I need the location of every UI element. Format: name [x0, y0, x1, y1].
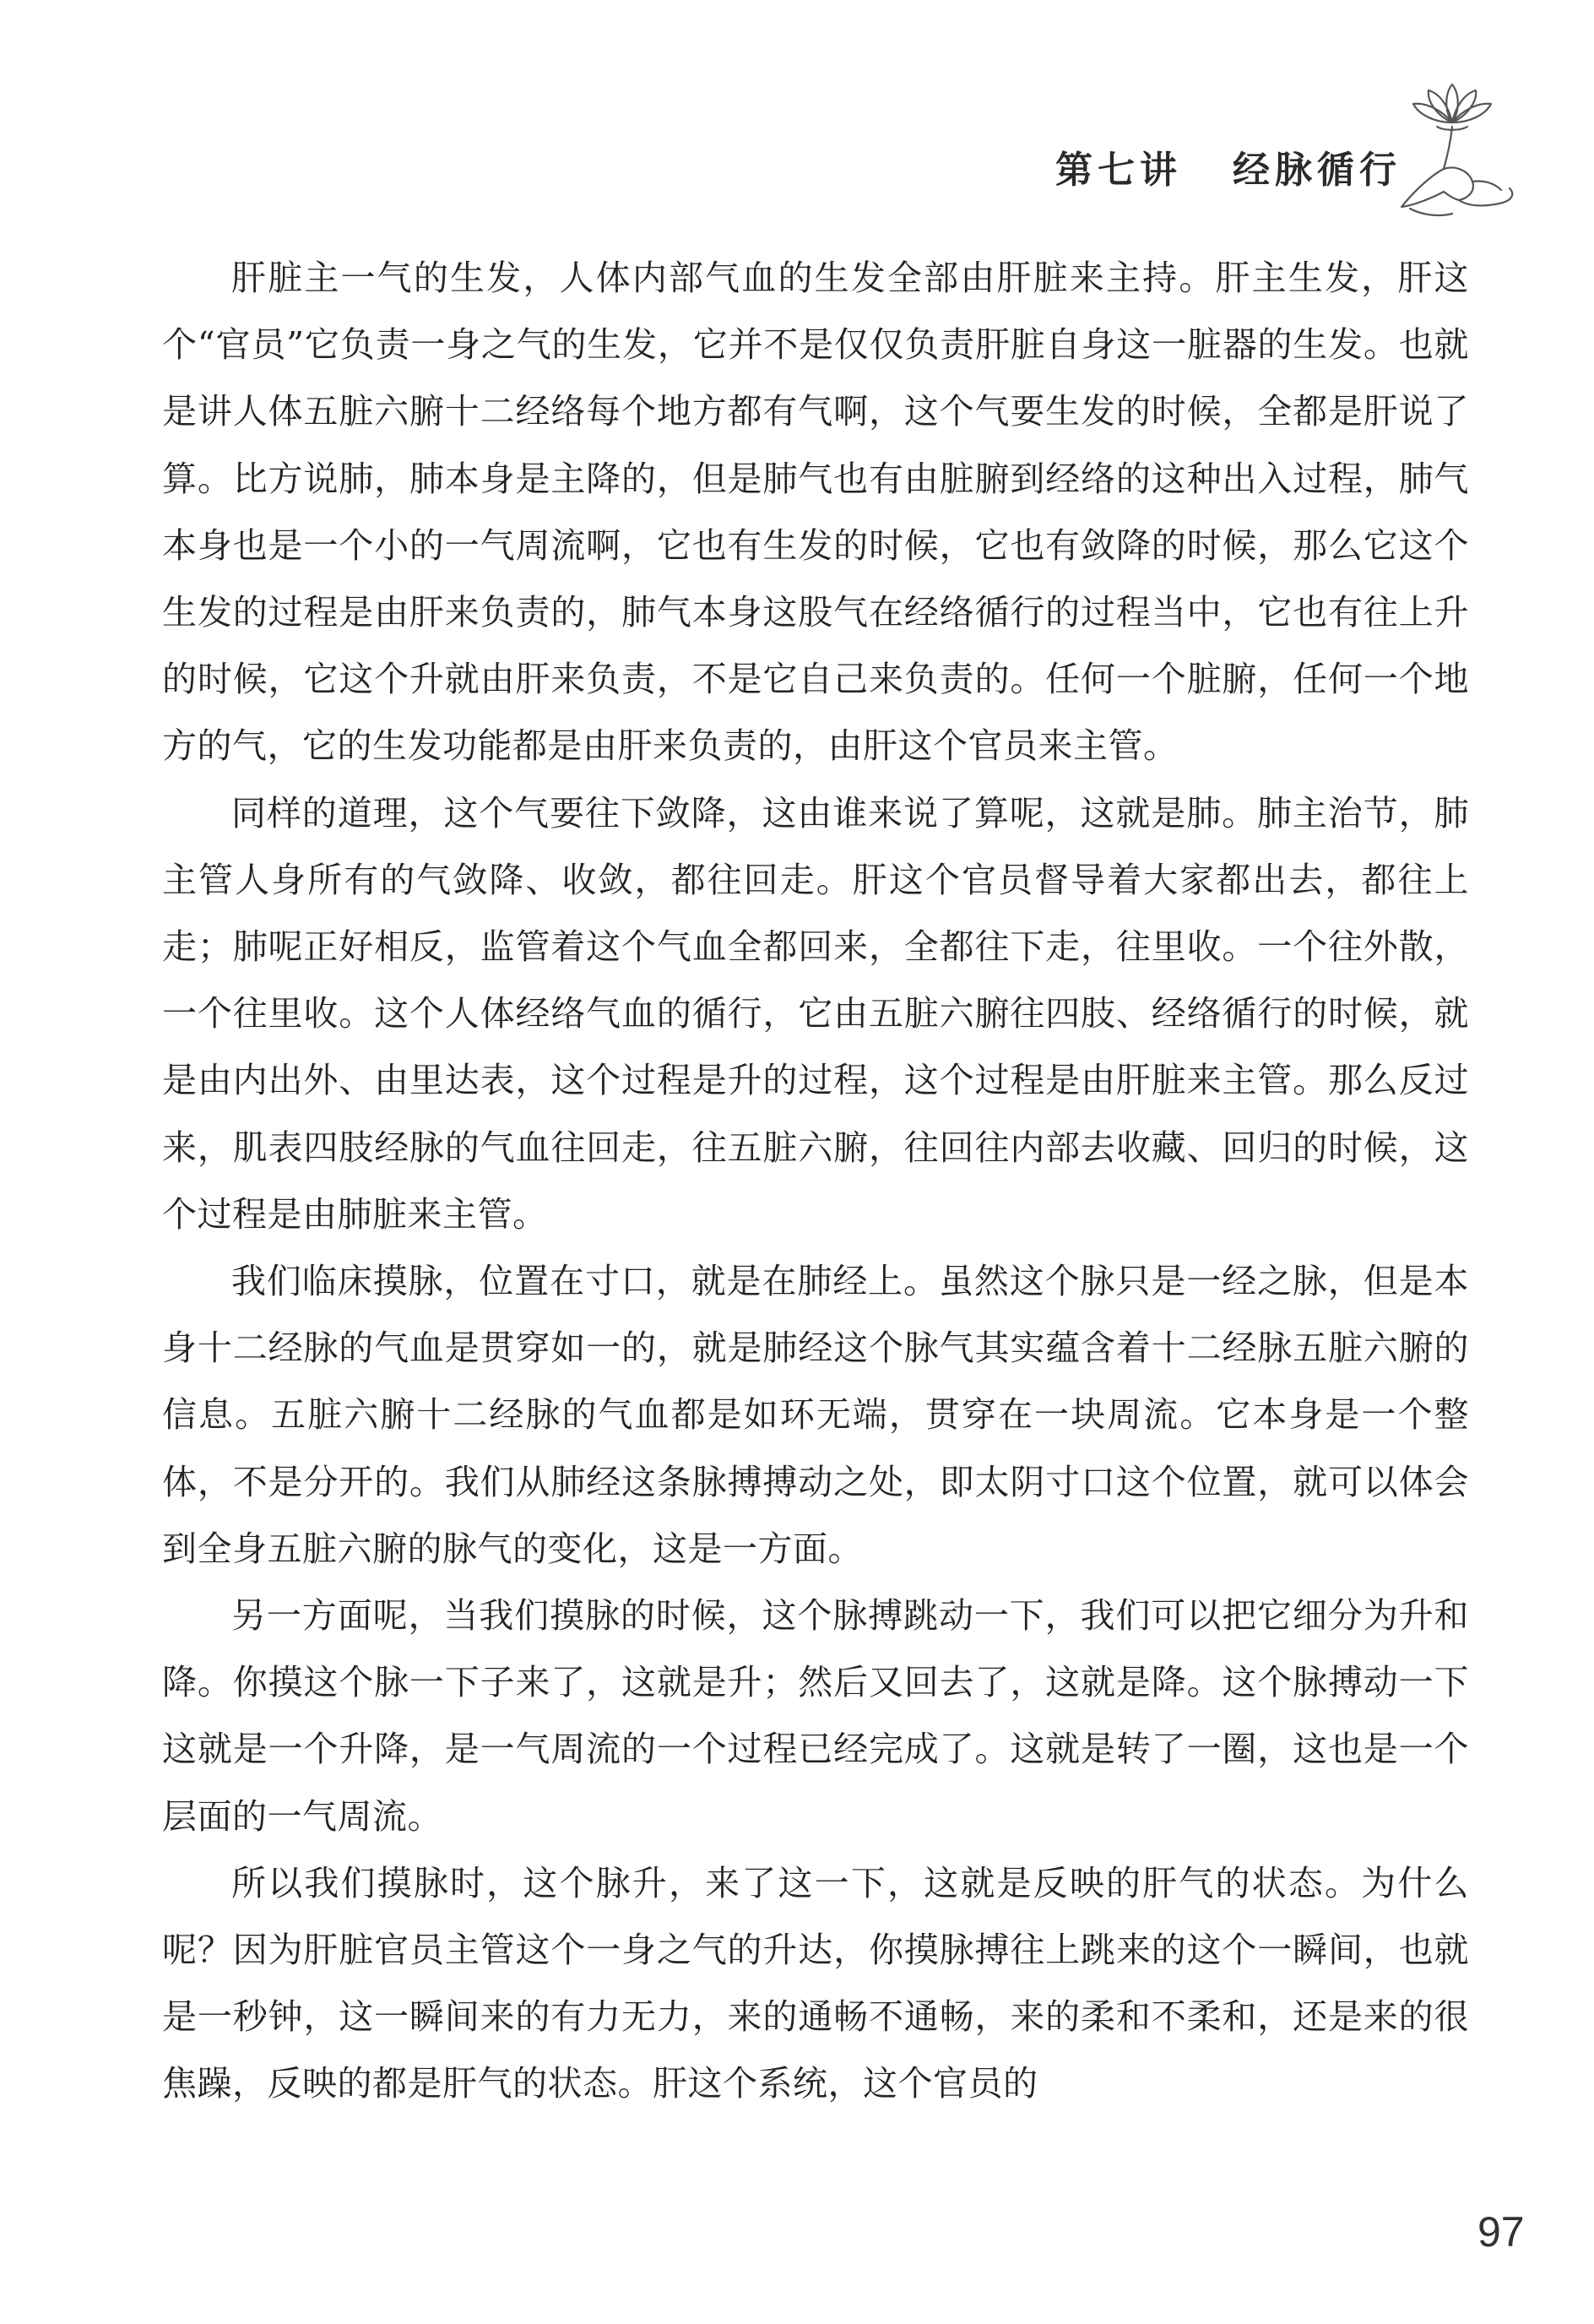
lotus-hand-icon [1385, 80, 1520, 224]
paragraph: 肝脏主一气的生发，人体内部气血的生发全部由肝脏来主持。肝主生发，肝这个“官员”它负责一身之气的生发，它并不是仅仅负责肝脏自身这一脏器的生发。也就是讲人体五脏六腑十二经络每个地方都有气啊，这个气要生发的时候，全都是肝说了算。比方说肺，肺本身是主降的，但是肺气也有由脏腑到经络的这种出入过程，肺气本身也是一个小的一气周流啊，它也有生发的时候，它也有敛降的时候，那么它这个生发的过程是由肝来负责的，肺气本身这股气在经络循行的过程当中，它也有往上升的时候，它这个升就由肝来负责，不是它自己来负责的。任何一个脏腑，任何一个地方的气，它的生发功能都是由肝来负责的，由肝这个官员来主管。 [162, 258, 1469, 767]
page-number: 97 [1477, 2208, 1525, 2256]
lecture-number: 第七讲 [1055, 149, 1182, 192]
paragraph: 我们临床摸脉，位置在寸口，就是在肺经上。虽然这个脉只是一经之脉，但是本身十二经脉的气血是贯穿如一的，就是肺经这个脉气其实蕴含着十二经脉五脏六腑的信息。五脏六腑十二经脉的气血都是如环无端，贯穿在一块周流。它本身是一个整体，不是分开的。我们从肺经这条脉搏搏动之处，即太阴寸口这个位置，就可以体会到全身五脏六腑的脉气的变化，这是一方面。 [162, 1261, 1469, 1569]
running-header [1055, 139, 1402, 193]
paragraph: 同样的道理，这个气要往下敛降，这由谁来说了算呢，这就是肺。肺主治节，肺主管人身所有的气敛降、收敛，都往回走。肝这个官员督导着大家都出去，都往上走；肺呢正好相反，监管着这个气血全都回来，全都往下走，往里收。一个往外散，一个往里收。这个人体经络气血的循行，它由五脏六腑往四肢、经络循行的时候，就是由内出外、由里达表，这个过程是升的过程，这个过程是由肝脏来主管。那么反过来，肌表四肢经脉的气血往回走，往五脏六腑，往回往内部去收藏、回归的时候，这个过程是由肺脏来主管。 [162, 792, 1469, 1235]
chapter-title: 经脉循行 [1233, 149, 1402, 192]
paragraph: 所以我们摸脉时，这个脉升，来了这一下，这就是反映的肝气的状态。为什么呢？因为肝脏官员主管这个一身之气的升达，你摸脉搏往上跳来的这个一瞬间，也就是一秒钟，这一瞬间来的有力无力，来的通畅不通畅，来的柔和不柔和，还是来的很焦躁，反映的都是肝气的状态。肝这个系统，这个官员的 [162, 1862, 1469, 2104]
body-text [162, 245, 1469, 2118]
paragraph: 另一方面呢，当我们摸脉的时候，这个脉搏跳动一下，我们可以把它细分为升和降。你摸这个脉一下子来了，这就是升；然后又回去了，这就是降。这个脉搏动一下这就是一个升降，是一气周流的一个过程已经完成了。这就是转了一圈，这也是一个层面的一气周流。 [162, 1595, 1469, 1837]
